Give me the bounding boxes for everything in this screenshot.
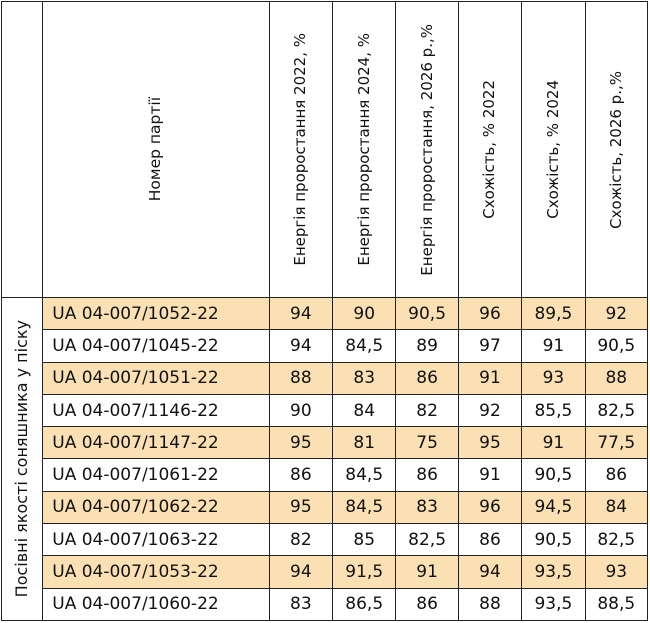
row-group-label-cell bbox=[2, 298, 43, 621]
energy-2026-cell: 89 bbox=[396, 330, 458, 362]
germination-2022-cell: 88 bbox=[458, 588, 521, 620]
germination-2024-cell: 93,5 bbox=[522, 556, 585, 588]
energy-2022-cell: 95 bbox=[269, 427, 332, 459]
energy-2024-cell: 91,5 bbox=[333, 556, 396, 588]
energy-2026-cell: 90,5 bbox=[396, 298, 458, 330]
party-number-cell: UA 04-007/1053-22 bbox=[43, 556, 269, 588]
column-header-energy-2022: Енергія проростання 2022, % bbox=[269, 2, 332, 298]
party-number-cell: UA 04-007/1052-22 bbox=[43, 298, 269, 330]
germination-2024-cell: 91 bbox=[522, 427, 585, 459]
germination-2024-cell: 93,5 bbox=[522, 588, 585, 620]
column-header-germination-2022: Схожість, % 2022 bbox=[458, 2, 521, 298]
column-header-party-number: Номер партії bbox=[43, 2, 269, 298]
row-group-label: Посівні якості соняшника у піску bbox=[12, 320, 32, 598]
table-row bbox=[2, 362, 648, 394]
energy-2022-cell: 88 bbox=[269, 362, 332, 394]
energy-2024-cell: 86,5 bbox=[333, 588, 396, 620]
energy-2022-cell: 86 bbox=[269, 459, 332, 491]
germination-2026-cell: 88,5 bbox=[585, 588, 647, 620]
party-number-cell: UA 04-007/1062-22 bbox=[43, 491, 269, 523]
table-row bbox=[2, 298, 648, 330]
column-header-germination-2026: Схожість, 2026 р.,% bbox=[585, 2, 647, 298]
germination-2022-cell: 97 bbox=[458, 330, 521, 362]
germination-2024-cell: 90,5 bbox=[522, 459, 585, 491]
table-row bbox=[2, 459, 648, 491]
corner-cell bbox=[2, 2, 43, 298]
column-header-energy-2024: Енергія проростання 2024, % bbox=[333, 2, 396, 298]
germination-2024-cell: 85,5 bbox=[522, 394, 585, 426]
party-number-cell: UA 04-007/1061-22 bbox=[43, 459, 269, 491]
energy-2026-cell: 91 bbox=[396, 556, 458, 588]
party-number-cell: UA 04-007/1060-22 bbox=[43, 588, 269, 620]
germination-2026-cell: 93 bbox=[585, 556, 647, 588]
germination-2024-cell: 94,5 bbox=[522, 491, 585, 523]
germination-2026-cell: 86 bbox=[585, 459, 647, 491]
energy-2026-cell: 86 bbox=[396, 362, 458, 394]
germination-2024-cell: 90,5 bbox=[522, 524, 585, 556]
germination-2026-cell: 77,5 bbox=[585, 427, 647, 459]
germination-2022-cell: 91 bbox=[458, 459, 521, 491]
table-row bbox=[2, 491, 648, 523]
table-row bbox=[2, 556, 648, 588]
germination-2022-cell: 92 bbox=[458, 394, 521, 426]
energy-2026-cell: 83 bbox=[396, 491, 458, 523]
party-number-cell: UA 04-007/1146-22 bbox=[43, 394, 269, 426]
germination-2022-cell: 86 bbox=[458, 524, 521, 556]
table-row bbox=[2, 588, 648, 620]
party-number-cell: UA 04-007/1063-22 bbox=[43, 524, 269, 556]
energy-2022-cell: 94 bbox=[269, 556, 332, 588]
energy-2024-cell: 83 bbox=[333, 362, 396, 394]
energy-2024-cell: 81 bbox=[333, 427, 396, 459]
party-number-cell: UA 04-007/1147-22 bbox=[43, 427, 269, 459]
germination-2024-cell: 89,5 bbox=[522, 298, 585, 330]
germination-2022-cell: 91 bbox=[458, 362, 521, 394]
energy-2026-cell: 86 bbox=[396, 459, 458, 491]
table-row bbox=[2, 394, 648, 426]
energy-2022-cell: 94 bbox=[269, 298, 332, 330]
energy-2022-cell: 82 bbox=[269, 524, 332, 556]
column-header-energy-2026: Енергія проростання, 2026 р.,% bbox=[396, 2, 458, 298]
energy-2022-cell: 94 bbox=[269, 330, 332, 362]
energy-2026-cell: 82,5 bbox=[396, 524, 458, 556]
germination-2022-cell: 94 bbox=[458, 556, 521, 588]
header-row bbox=[2, 2, 648, 298]
energy-2024-cell: 84,5 bbox=[333, 330, 396, 362]
germination-2024-cell: 93 bbox=[522, 362, 585, 394]
germination-2022-cell: 95 bbox=[458, 427, 521, 459]
energy-2026-cell: 82 bbox=[396, 394, 458, 426]
germination-2026-cell: 82,5 bbox=[585, 394, 647, 426]
energy-2022-cell: 90 bbox=[269, 394, 332, 426]
party-number-cell: UA 04-007/1051-22 bbox=[43, 362, 269, 394]
energy-2022-cell: 83 bbox=[269, 588, 332, 620]
germination-2024-cell: 91 bbox=[522, 330, 585, 362]
energy-2024-cell: 85 bbox=[333, 524, 396, 556]
table-row bbox=[2, 427, 648, 459]
germination-2026-cell: 88 bbox=[585, 362, 647, 394]
germination-2026-cell: 92 bbox=[585, 298, 647, 330]
energy-2026-cell: 86 bbox=[396, 588, 458, 620]
column-header-germination-2024: Схожість, % 2024 bbox=[522, 2, 585, 298]
seed-quality-table bbox=[1, 1, 648, 621]
party-number-cell: UA 04-007/1045-22 bbox=[43, 330, 269, 362]
energy-2024-cell: 84,5 bbox=[333, 491, 396, 523]
energy-2022-cell: 95 bbox=[269, 491, 332, 523]
energy-2024-cell: 84,5 bbox=[333, 459, 396, 491]
germination-2022-cell: 96 bbox=[458, 298, 521, 330]
table-row bbox=[2, 524, 648, 556]
energy-2024-cell: 84 bbox=[333, 394, 396, 426]
germination-2026-cell: 90,5 bbox=[585, 330, 647, 362]
germination-2022-cell: 96 bbox=[458, 491, 521, 523]
energy-2024-cell: 90 bbox=[333, 298, 396, 330]
germination-2026-cell: 82,5 bbox=[585, 524, 647, 556]
energy-2026-cell: 75 bbox=[396, 427, 458, 459]
table-row bbox=[2, 330, 648, 362]
germination-2026-cell: 84 bbox=[585, 491, 647, 523]
